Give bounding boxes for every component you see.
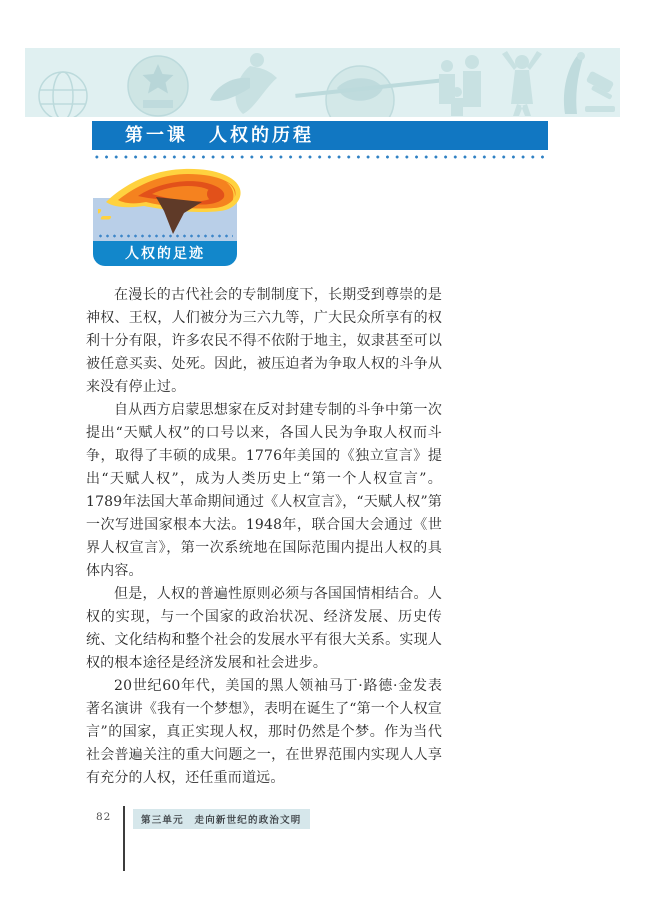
footer-vertical-rule bbox=[123, 806, 125, 871]
earth-and-pole-illustration bbox=[295, 66, 445, 117]
section-card-dotted-divider bbox=[97, 234, 233, 238]
statue-of-liberty-icon bbox=[564, 52, 585, 114]
body-text bbox=[86, 284, 442, 790]
body-paragraph: 但是，人权的普遍性原则必须与各国国情相结合。人权的实现，与一个国家的政治状况、经济发展、历史传统、文化结构和整个社会的发展水平有很大关系。实现人权的根本途径是经济发展和社会进步。 bbox=[86, 586, 442, 671]
unit-label: 第三单元 走向新世纪的政治文明 bbox=[133, 809, 310, 829]
dancer-illustration bbox=[210, 53, 277, 114]
cheering-figure-illustration bbox=[502, 51, 542, 116]
section-card bbox=[93, 198, 237, 266]
body-paragraph: 自从西方启蒙思想家在反对封建专制的斗争中第一次提出“天赋人权”的口号以来，各国人民为争取人权而斗争，取得了丰硕的成果。1776年美国的《独立宣言》提出“天赋人权”，成为人类历史上“第一个人权宣言”。1789年法国大革命期间通过《人权宣言》，“天赋人权”第一次写进国家根本大法。1948年，联合国大会通过《世界人权宣言》，第一次系统地在国际范围内提出人权的具体内容。 bbox=[86, 402, 442, 579]
lesson-title-bar bbox=[92, 121, 548, 150]
title-dotted-divider bbox=[92, 155, 548, 159]
family-illustration bbox=[439, 55, 481, 116]
body-paragraph: 在漫长的古代社会的专制制度下，长期受到尊崇的是神权、王权，人们被分为三六九等，广大民众所享有的权利十分有限，许多农民不得不依附于地主，奴隶甚至可以被任意买卖、处死。因此，被压迫者为争取人权的斗争从来没有停止过。 bbox=[86, 287, 442, 395]
gavel-icon bbox=[585, 71, 615, 112]
page-number: 82 bbox=[96, 811, 112, 823]
globe-icon bbox=[39, 72, 87, 117]
header-collage bbox=[25, 48, 620, 117]
national-emblem-icon bbox=[128, 56, 188, 116]
header-collage-band bbox=[25, 48, 620, 117]
lesson-title: 第一课 人权的历程 bbox=[125, 125, 314, 145]
section-label: 人权的足迹 bbox=[93, 241, 237, 266]
body-paragraph: 20世纪60年代，美国的黑人领袖马丁·路德·金发表著名演讲《我有一个梦想》，表明在诞生了“第一个人权宣言”的国家，真正实现人权，那时仍然是个梦。作为当代社会普遍关注的重大问题之一，在世界范围内实现人人享有充分的人权，还任重而道远。 bbox=[86, 678, 442, 786]
